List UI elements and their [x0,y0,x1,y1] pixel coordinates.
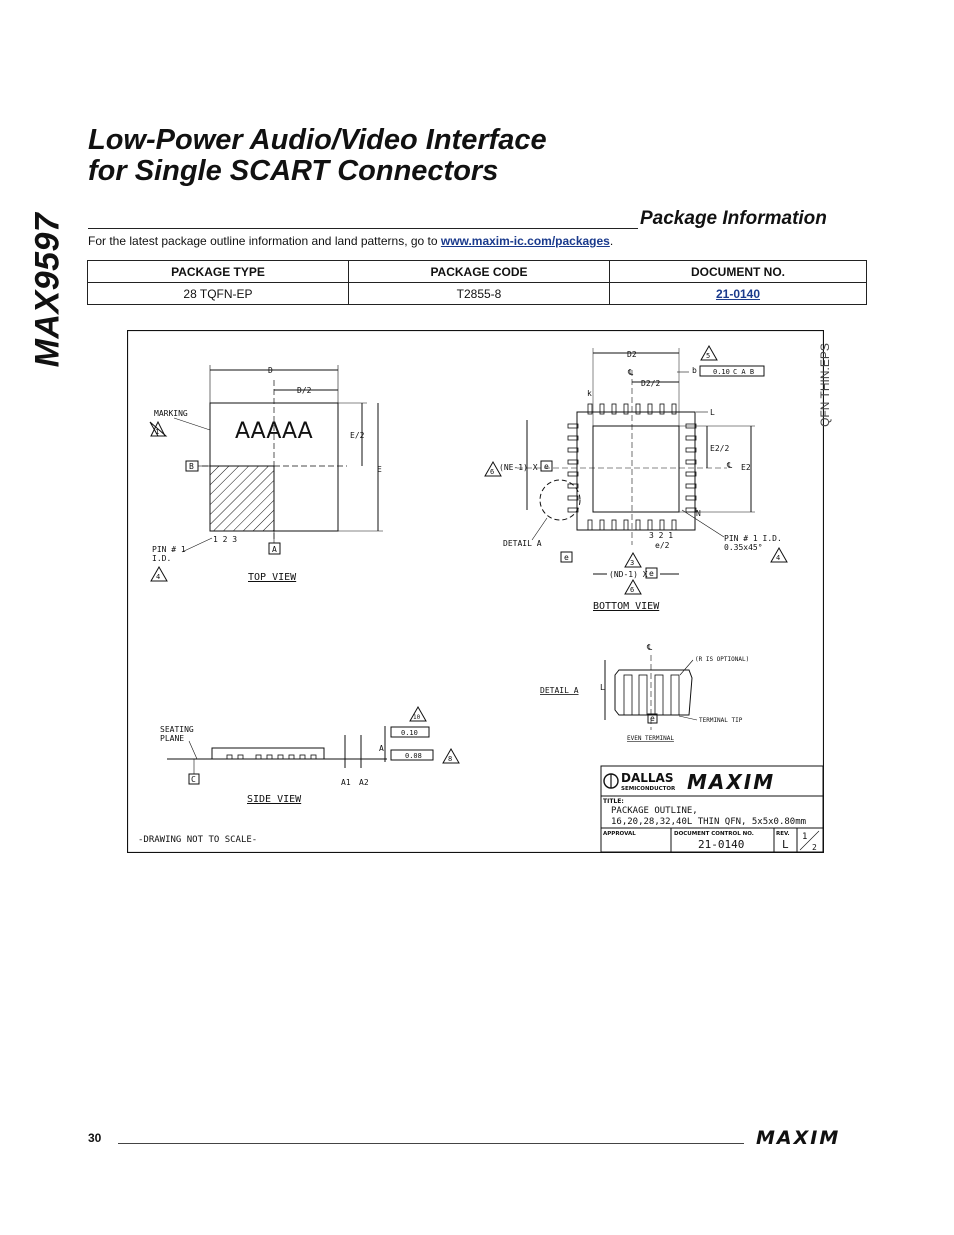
note-1-flag: 1 [155,428,160,436]
dim-e-box-bottom: e [564,553,569,562]
tol-coplanar: 0.08 [405,752,422,760]
maxim-logo-footer [756,1128,866,1153]
package-table [87,260,867,305]
dim-e2-half: E2/2 [710,444,730,453]
cl-bottom-top: ℄ [628,368,634,377]
datum-c: C [191,775,196,784]
bottom-view [485,346,787,612]
doc-control-label: DOCUMENT CONTROL NO. [674,831,754,837]
cell-package-code: T2855-8 [349,283,610,305]
dim-e-box-nd: e [649,569,654,578]
datum-b: B [189,462,194,471]
dallas-logo-sub: SEMICONDUCTOR [621,786,676,792]
pin1-bottom-label: PIN # 1 I.D. [724,534,782,543]
even-terminal-label: EVEN TERMINAL [627,735,674,742]
approval-label: APPROVAL [603,831,636,837]
pin1-id-label: I.D. [152,554,172,563]
marking-text: AAAAA [235,419,313,444]
note-4-flag: 4 [156,573,161,581]
note-8-flag: 8 [448,755,453,763]
r-optional-label: (R IS OPTIONAL) [695,656,750,663]
note-5-flag: 5 [706,352,711,360]
title-line-2: 16,20,28,32,40L THIN QFN, 5x5x0.80mm [611,817,807,827]
footer-rule [118,1143,744,1144]
note-3-flag: 3 [630,559,635,567]
dim-d-half: D/2 [297,386,312,395]
not-to-scale-note: -DRAWING NOT TO SCALE- [138,835,258,845]
maxim-logo-drawing: MAXIM [687,770,776,794]
top-view-label: TOP VIEW [248,572,297,583]
detail-a-view [540,643,749,742]
sheet-number: 1 [802,832,808,842]
nd-label: (ND-1) X [609,570,648,579]
section-heading: Package Information [640,208,827,229]
eps-filename-text: QFN THIN.EPS [818,343,832,427]
intro-text: For the latest package outline information and land patterns, go to [88,234,441,248]
detail-a-label: DETAIL A [540,686,579,695]
maxim-footer-text: MAXIM [756,1128,841,1148]
plane-label: PLANE [160,734,185,743]
title-line-1: PACKAGE OUTLINE, [611,806,698,816]
pin-numbers-bottom: 3 2 1 [649,531,674,540]
sheet-total: 2 [812,843,817,852]
terminal-tip-label: TERMINAL TIP [699,717,743,724]
dim-a: A [379,744,384,753]
dim-k: k [587,389,592,398]
note-10-flag: 10 [413,714,421,721]
page-number: 30 [88,1131,102,1145]
eps-filename-label [810,330,840,440]
dim-d: D [268,366,273,375]
intro-paragraph [88,234,613,248]
header-document-no: DOCUMENT NO. [610,261,867,283]
cell-package-type: 28 TQFN-EP [88,283,349,305]
note-4-flag-bottom: 4 [776,554,781,562]
side-view [160,707,459,805]
header-package-code: PACKAGE CODE [349,261,610,283]
dim-e-half-pitch: e/2 [655,541,670,550]
cell-document-no-link[interactable]: 21-0140 [610,283,867,305]
marking-label: MARKING [154,409,188,418]
tol-refs: C A B [733,368,755,376]
dim-b: b [692,366,697,375]
top-view [150,365,383,583]
dim-e-half: E/2 [350,431,365,440]
dim-a1: A1 [341,778,351,787]
seating-label: SEATING [160,725,194,734]
pin-numbers-top: 1 2 3 [213,535,238,544]
dim-e-box-left: e [544,462,549,471]
rev-label: REV. [776,831,790,837]
dim-d2-half: D2/2 [641,379,661,388]
detail-a-callout: DETAIL A [503,539,542,548]
cl-bottom-right: ℄ [727,461,733,470]
dallas-logo-text: DALLAS [621,771,674,785]
bottom-view-label: BOTTOM VIEW [593,601,660,612]
dim-e: E [377,465,382,474]
dim-e2: E2 [741,463,751,472]
title-line-1: Low-Power Audio/Video Interface [88,124,547,156]
section-rule [88,228,638,229]
title-block [601,766,823,852]
document-title [88,125,547,187]
dim-d2: D2 [627,350,637,359]
tol-parallel: 0.10 [401,729,418,737]
title-line-2: for Single SCART Connectors [88,155,499,187]
detail-l: L [600,683,605,692]
tol-position: 0.10 [713,368,730,376]
intro-end: . [609,234,614,248]
table-row [88,283,867,305]
side-view-label: SIDE VIEW [247,794,302,805]
note-6-flag-bottom: 6 [630,586,635,594]
table-header-row [88,261,867,283]
cl-detail: ℄ [647,643,653,652]
note-6-flag-left: 6 [490,468,495,476]
pin1-label: PIN # 1 [152,545,186,554]
doc-control-number: 21-0140 [698,838,745,851]
package-outline-drawing [127,330,824,853]
side-part-number [18,210,78,370]
title-label: TITLE: [603,798,624,805]
detail-e-box: e [650,714,655,723]
rev-value: L [782,838,789,851]
dim-a2: A2 [359,778,369,787]
header-package-type: PACKAGE TYPE [88,261,349,283]
part-number-label: MAX9597 [28,212,67,368]
dim-l: L [710,408,715,417]
ne-label: (NE-1) X [499,463,538,472]
packages-link[interactable]: www.maxim-ic.com/packages [440,234,610,248]
dim-n: N [696,509,701,518]
chamfer-label: 0.35x45° [724,543,763,552]
datum-a: A [272,545,277,554]
